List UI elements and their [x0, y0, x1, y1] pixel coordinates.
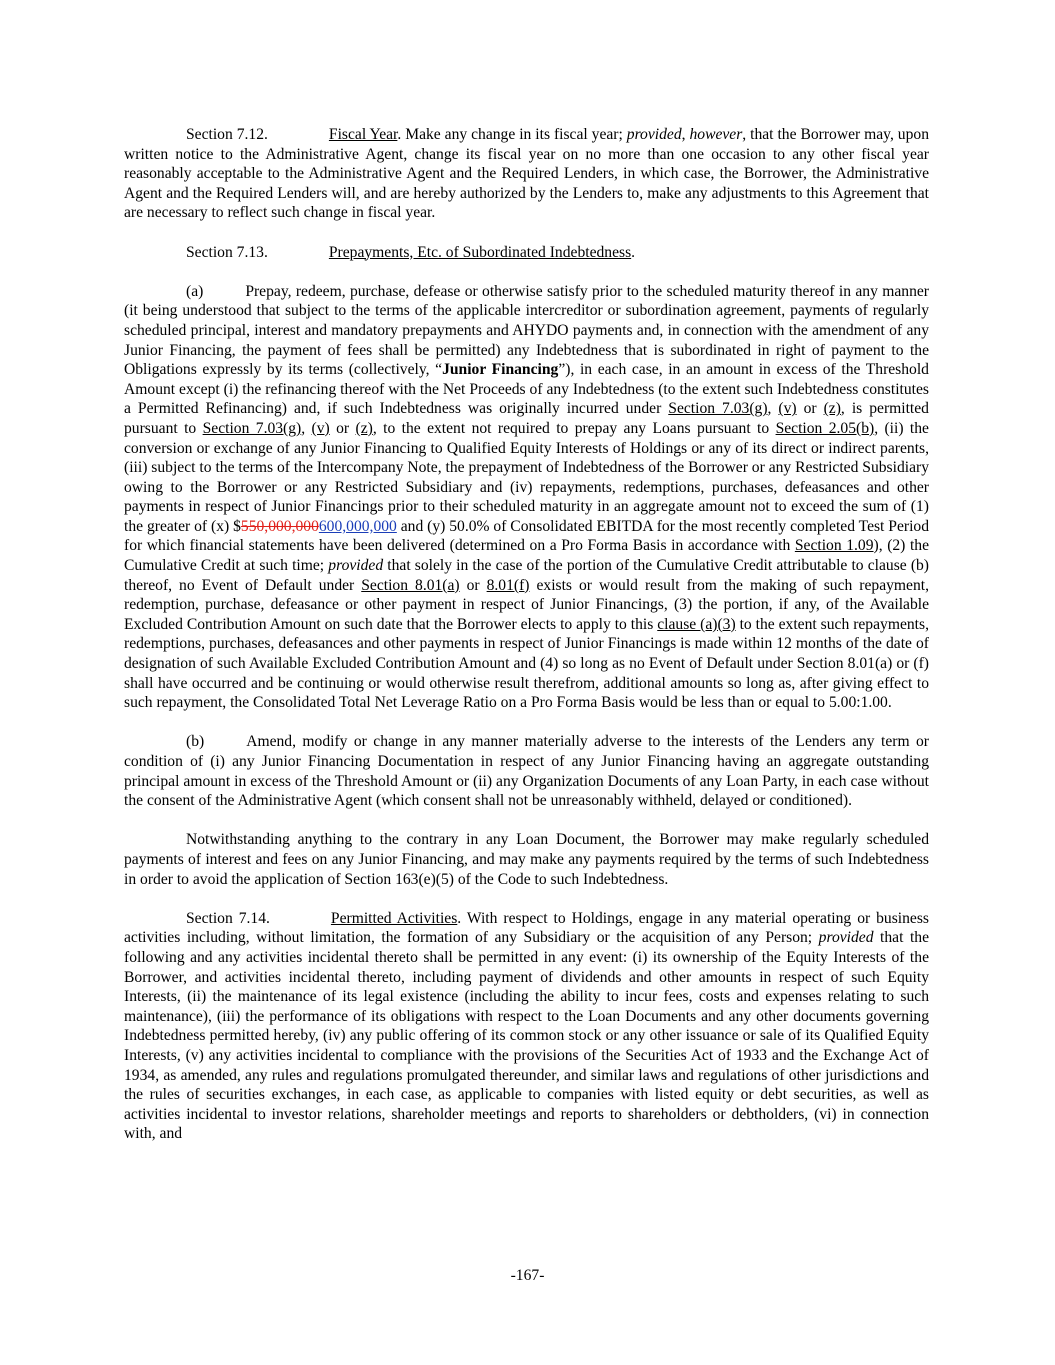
defined-term: Junior Financing [442, 361, 559, 379]
section-7-13-clause-a: (a) Prepay, redeem, purchase, defease or otherwise satisfy prior to the scheduled maturity thereof in any manner (it being understood that subject to the terms of the applicable intercreditor or subordination agreement, payments of regularly scheduled principal, interest and mandatory prepayments and AHYDO payments and, in connection with the amendment of any Junior Financing, the payment of fees shall be permitted) any Indebtedness that is subordinated in right of payment to the Obligations expressly by its terms (collectively, “Junior Financing”), in each case, in an amount in excess of the Threshold Amount except (i) the refinancing thereof with the Net Proceeds of any Indebtedness (to the extent such Indebtedness constitutes a Permitted Refinancing) and, if such Indebtedness was originally incurred under Section 7.03(g), (v) or (z), is permitted pursuant to Section 7.03(g), (v) or (z), to the extent not required to prepay any Loans pursuant to Section 2.05(b), (ii) the conversion or exchange of any Junior Financing to Qualified Equity Interests of Holdings or any of its direct or indirect parents, (iii) subject to the terms of the Intercompany Note, the prepayment of Indebtedness of the Borrower or any Restricted Subsidiary owing to the Borrower or any Restricted Subsidiary and (iv) repayments, redemptions, purchases, defeasances and other payments in respect of Junior Financings prior to their scheduled maturity in an aggregate amount not to exceed the sum of (1) the greater of (x) $550,000,000600,000,000 and (y) 50.0% of Consolidated EBITDA for the most recently completed Test Period for which financial statements have been delivered (determined on a Pro Forma Basis in accordance with Section 1.09), (2) the Cumulative Credit at such time; provided that solely in the case of the portion of the Cumulative Credit attributable to clause (b) thereof, no Event of Default under Section 8.01(a) or 8.01(f) exists or would result from the making of such repayment, redemption, purchase, defeasance or other payment in respect of Junior Financings, (3) the portion, if any, of the Available Excluded Contribution Amount on such date that the Borrower elects to apply to this clause (a)(3) to the extent such repayments, redemptions, purchases, defeasances and other payments in respect of Junior Financings is made within 12 months of the date of designation of such Available Excluded Contribution Amount and (4) so long as no Event of Default under Section 8.01(a) or (f) shall have occurred and be continuing or would otherwise result therefrom, additional amounts so long as, after giving effect to such repayment, the Consolidated Total Net Leverage Ratio on a Pro Forma Basis would be less than or equal to 5.00:1.00. [124, 282, 930, 712]
cross-reference: (z) [355, 419, 373, 437]
deleted-amount: 550,000,000 [240, 517, 319, 535]
cross-reference: (v) [311, 419, 330, 437]
page-number: -167- [510, 1267, 545, 1284]
cross-reference: Section 7.03(g) [668, 400, 768, 418]
section-number: Section 7.14. [186, 909, 270, 927]
section-7-12: Section 7.12. Fiscal Year. Make any change in its fiscal year; provided, however, that the Borrower may, upon written notice to the Administrative Agent, change its fiscal year on no more than one occasion to any other fiscal year reasonably acceptable to the Administrative Agent and the Required Lenders, in which case, the Borrower, the Administrative Agent and the Required Lenders will, and are hereby authorized by the Lenders to, make any adjustments to this Agreement that are necessary to reflect such change in fiscal year. [124, 126, 929, 222]
section-title: Permitted Activities [330, 909, 458, 927]
cross-reference: clause (a)(3) [657, 615, 736, 633]
section-number: Section 7.12. [186, 126, 268, 143]
cross-reference: Section 8.01(a) [361, 576, 460, 594]
cross-reference: Section 7.03(g) [202, 419, 302, 437]
section-number: Section 7.13. [186, 243, 268, 261]
section-title: Prepayments, Etc. of Subordinated Indebtedness [328, 243, 632, 261]
clause-label: (a) [186, 282, 204, 300]
section-7-13-heading: Section 7.13. Prepayments, Etc. of Subordinated Indebtedness. [186, 243, 636, 261]
section-7-13-notwithstanding: Notwithstanding anything to the contrary in any Loan Document, the Borrower may make regularly scheduled payments of interest and fees on any Junior Financing, and may make any payments required by the terms of such Indebtedness in order to avoid the application of Section 163(e)(5) of the Code to such Indebtedness. [124, 831, 929, 888]
section-title: Fiscal Year [328, 126, 398, 143]
inserted-amount: 600,000,000 [318, 517, 397, 535]
cross-reference: Section 1.09 [794, 537, 874, 555]
section-7-13-clause-b: (b) Amend, modify or change in any manner materially adverse to the interests of the Lenders any term or condition of (i) any Junior Financing Documentation in respect of any Junior Financing having an aggregate outstanding principal amount in excess of the Threshold Amount or (ii) any Organization Documents of any Loan Party, in each case without the consent of the Administrative Agent (which consent shall not be unreasonably withheld, delayed or conditioned). [124, 733, 929, 810]
clause-label: (b) [186, 733, 205, 751]
cross-reference: Section 2.05(b) [775, 419, 875, 437]
cross-reference: (v) [778, 400, 797, 418]
cross-reference: (z) [823, 400, 841, 418]
cross-reference: 8.01(f) [486, 576, 530, 594]
section-7-14: Section 7.14. Permitted Activities. With respect to Holdings, engage in any material operating or business activities including, without limitation, the formation of any Subsidiary or the acquisition of any Person; provided that the following and any activities incidental thereto shall be permitted in any event: (i) its ownership of the Equity Interests of the Borrower, and activities incidental thereto, including payment of dividends and other amounts in respect of such Equity Interests, (ii) the maintenance of its legal existence (including the ability to incur fees, costs and expenses relating to such maintenance), (iii) the performance of its obligations with respect to the Loan Documents and any other documents governing Indebtedness permitted hereby, (iv) any public offering of its common stock or any other issuance or sale of its Qualified Equity Interests, (v) any activities incidental to compliance with the provisions of the Securities Act of 1933 and the Exchange Act of 1934, as amended, any rules and regulations promulgated thereunder, and similar laws and regulations of other jurisdictions and the rules of securities exchanges, in each case, as applicable to companies with listed equity or debt securities, as well as activities incidental to investor relations, shareholder meetings and reports to shareholders or debtholders, (vi) in connection with, and [124, 909, 929, 1143]
document-body [124, 125, 929, 1163]
